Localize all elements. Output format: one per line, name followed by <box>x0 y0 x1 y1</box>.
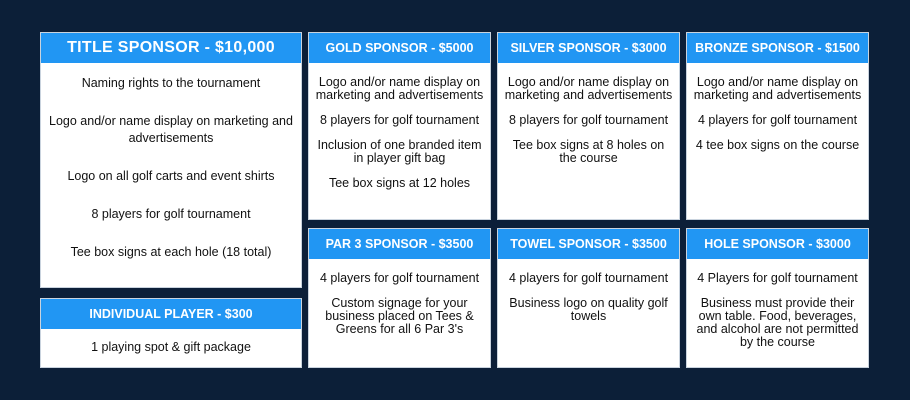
benefit-item: Business logo on quality golf towels <box>509 296 668 323</box>
towel-sponsor-card <box>497 228 680 368</box>
hole-sponsor-header: HOLE SPONSOR - $3000 <box>687 229 868 259</box>
benefit-item: Inclusion of one branded item in player gift bag <box>317 138 482 165</box>
hole-sponsor-benefits <box>687 259 868 349</box>
silver-sponsor-card <box>497 32 680 220</box>
benefit-item: 8 players for golf tournament <box>508 113 669 127</box>
benefit-item: Tee box signs at each hole (18 total) <box>70 245 272 259</box>
benefit-item: Custom signage for your business placed on Tees & Greens for all 6 Par 3's <box>325 296 474 336</box>
bronze-sponsor-benefits <box>687 63 868 152</box>
par3-sponsor-card <box>308 228 491 368</box>
benefit-item: Tee box signs at 12 holes <box>328 176 471 190</box>
benefit-item: 1 playing spot & gift package <box>91 340 251 354</box>
gold-sponsor-card <box>308 32 491 220</box>
benefit-item: Logo and/or name display on marketing and advertisements <box>693 75 862 102</box>
hole-sponsor-card <box>686 228 869 368</box>
benefit-item: 4 Players for golf tournament <box>697 271 858 285</box>
benefit-item: 4 players for golf tournament <box>697 113 858 127</box>
benefit-item: Tee box signs at 8 holes on the course <box>512 138 665 165</box>
gold-sponsor-benefits <box>309 63 490 190</box>
benefit-item: Logo and/or name display on marketing and advertisements <box>504 75 673 102</box>
benefit-item: Logo on all golf carts and event shirts <box>67 169 275 183</box>
benefit-item: 8 players for golf tournament <box>91 207 251 221</box>
par3-sponsor-header: PAR 3 SPONSOR - $3500 <box>309 229 490 259</box>
bronze-sponsor-header: BRONZE SPONSOR - $1500 <box>687 33 868 63</box>
towel-sponsor-header: TOWEL SPONSOR - $3500 <box>498 229 679 259</box>
bronze-sponsor-card <box>686 32 869 220</box>
benefit-item: Logo and/or name display on marketing and advertisements <box>315 75 484 102</box>
benefit-item: 4 tee box signs on the course <box>695 138 860 152</box>
silver-sponsor-header: SILVER SPONSOR - $3000 <box>498 33 679 63</box>
individual-player-header: INDIVIDUAL PLAYER - $300 <box>41 299 301 329</box>
title-sponsor-benefits <box>41 63 301 261</box>
benefit-item: Naming rights to the tournament <box>81 76 261 90</box>
towel-sponsor-benefits <box>498 259 679 323</box>
silver-sponsor-benefits <box>498 63 679 165</box>
benefit-item: 4 players for golf tournament <box>319 271 480 285</box>
title-sponsor-header: TITLE SPONSOR - $10,000 <box>41 33 301 63</box>
individual-player-benefits <box>41 329 301 354</box>
par3-sponsor-benefits <box>309 259 490 336</box>
benefit-item: Business must provide their own table. Food, beverages, and alcohol are not permitted by the course <box>696 296 859 349</box>
individual-player-card <box>40 298 302 368</box>
benefit-item: Logo and/or name display on marketing and advertisements <box>49 114 293 145</box>
title-sponsor-card <box>40 32 302 288</box>
gold-sponsor-header: GOLD SPONSOR - $5000 <box>309 33 490 63</box>
benefit-item: 8 players for golf tournament <box>319 113 480 127</box>
benefit-item: 4 players for golf tournament <box>508 271 669 285</box>
